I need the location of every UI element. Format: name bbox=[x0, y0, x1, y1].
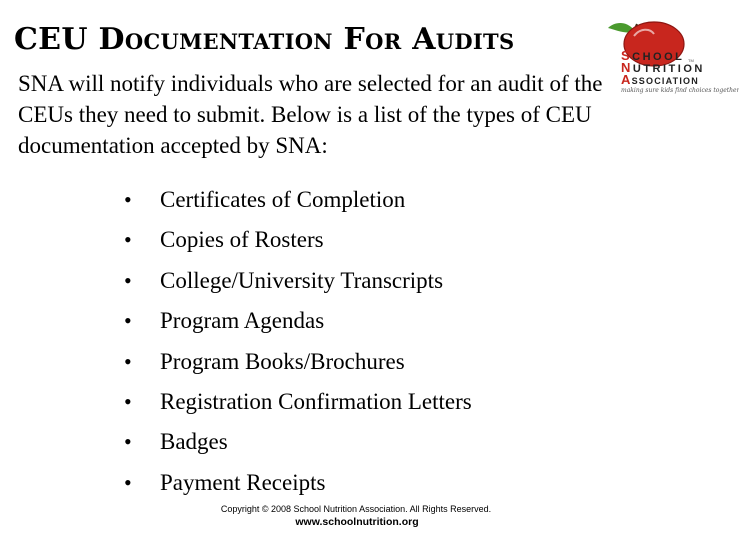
bullet-icon: • bbox=[124, 469, 132, 495]
list-item bbox=[124, 220, 472, 260]
list-item-text: Payment Receipts bbox=[160, 469, 326, 495]
list-item bbox=[124, 382, 472, 422]
logo-line-2: NUTRITION bbox=[621, 60, 705, 75]
list-item-text: Program Books/Brochures bbox=[160, 348, 405, 374]
list-item bbox=[124, 342, 472, 382]
list-item-text: College/University Transcripts bbox=[160, 267, 444, 293]
bullet-icon: • bbox=[124, 308, 132, 334]
list-item bbox=[124, 301, 472, 341]
logo-tagline: making sure kids find choices together bbox=[621, 87, 739, 94]
list-item-text: Badges bbox=[160, 429, 228, 455]
logo-line-1: SCHOOL bbox=[621, 48, 685, 63]
logo-line-3: ASSOCIATION bbox=[621, 72, 699, 87]
list-item bbox=[124, 261, 472, 301]
bullet-icon: • bbox=[124, 348, 132, 374]
bullet-icon: • bbox=[124, 429, 132, 455]
bullet-icon: • bbox=[124, 187, 132, 212]
list-item-text: Registration Confirmation Letters bbox=[160, 389, 472, 415]
footer bbox=[0, 503, 720, 529]
list-item-text: Certificates of Completion bbox=[160, 187, 406, 212]
bullet-icon: • bbox=[124, 227, 132, 253]
list-item-text: Program Agendas bbox=[160, 308, 325, 334]
list-item bbox=[124, 180, 472, 220]
copyright-text: Copyright © 2008 School Nutrition Association. All Rights Reserved. bbox=[220, 504, 492, 514]
documentation-list bbox=[124, 180, 472, 503]
bullet-icon: • bbox=[124, 267, 132, 293]
website-url: www.schoolnutrition.org bbox=[295, 516, 419, 528]
list-item bbox=[124, 422, 472, 462]
list-item-text: Copies of Rosters bbox=[160, 227, 324, 253]
slide-title: CEU Documentation For Audits bbox=[14, 22, 515, 57]
trademark-mark: TM bbox=[688, 58, 694, 63]
bullet-icon: • bbox=[124, 389, 132, 415]
intro-paragraph: SNA will notify individuals who are selected for an audit of the CEUs they need to submit. Below is a list of the types of CEU documentation accepted by SNA: bbox=[18, 71, 603, 158]
list-item bbox=[124, 463, 472, 503]
